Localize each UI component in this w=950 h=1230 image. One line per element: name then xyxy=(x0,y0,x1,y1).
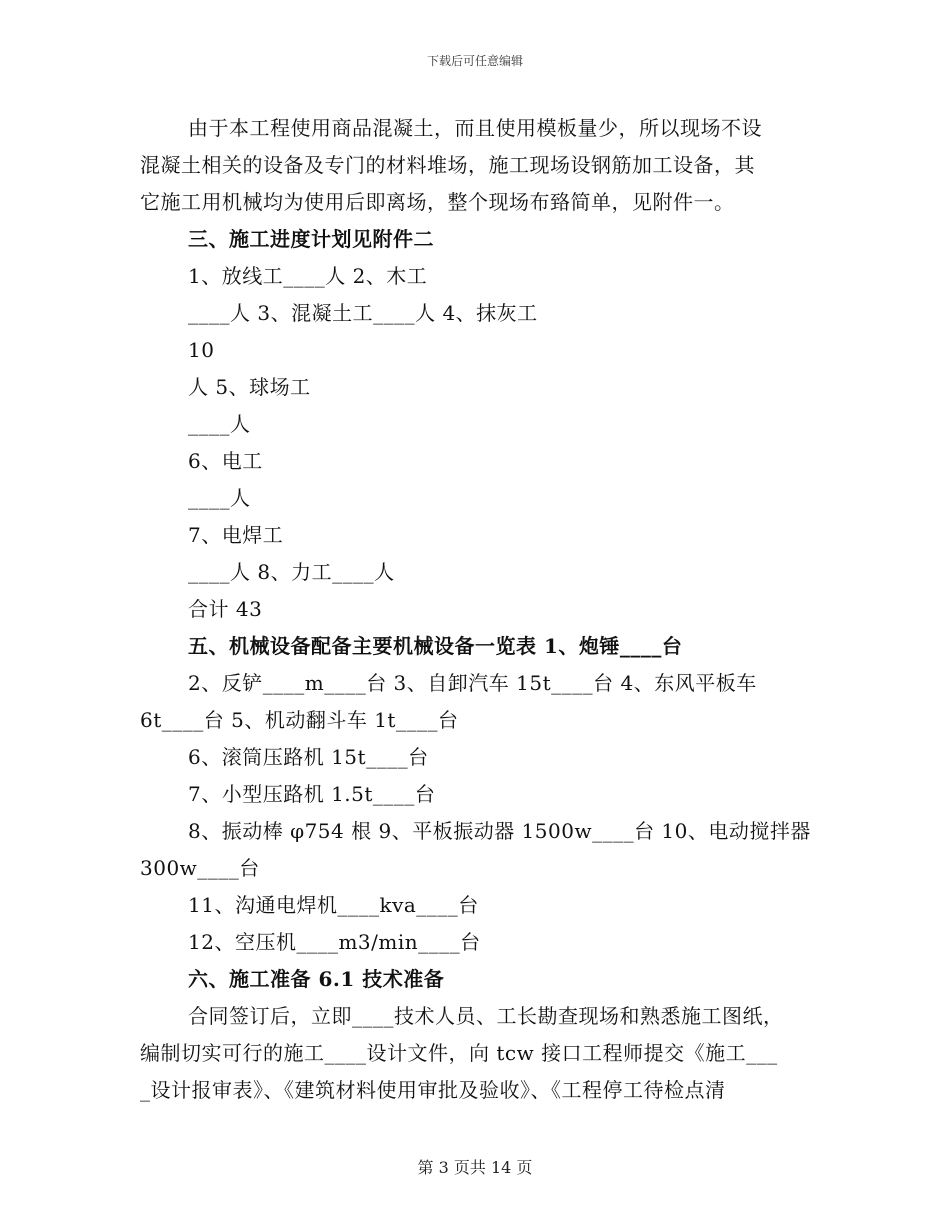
text-line: 6t____台 5、机动翻斗车 1t____台 xyxy=(140,708,459,732)
text-line: ____人 xyxy=(188,412,251,436)
page-footer: 第 3 页共 14 页 xyxy=(417,1158,533,1177)
text-line: 它施工用机械均为使用后即离场，整个现场布臵简单，见附件一。 xyxy=(140,190,735,214)
text-line: 300w____台 xyxy=(140,856,260,880)
text-line: 7、电焊工 xyxy=(188,523,284,547)
section-heading: 三、施工进度计划见附件二 xyxy=(188,227,434,251)
document-body xyxy=(140,110,810,1109)
text-line: 8、振动棒 φ754 根 9、平板振动器 1500w____台 10、电动搅拌器 xyxy=(188,819,811,843)
text-line: 2、反铲____m____台 3、自卸汽车 15t____台 4、东风平板车 xyxy=(188,671,757,695)
text-line: 7、小型压路机 1.5t____台 xyxy=(188,782,436,806)
text-line: 6、电工 xyxy=(188,449,263,473)
text-line: ____人 3、混凝土工____人 4、抹灰工 xyxy=(188,301,538,325)
text-line: 编制切实可行的施工____设计文件，向 tcw 接口工程师提交《施工___ xyxy=(140,1041,778,1065)
text-line: _设计报审表》、《建筑材料使用审批及验收》、《工程停工待检点清 xyxy=(140,1078,726,1102)
text-line: 1、放线工____人 2、木工 xyxy=(188,264,428,288)
text-line: 12、空压机____m3/min____台 xyxy=(188,930,481,954)
text-line: ____人 xyxy=(188,486,251,510)
text-line: 混凝土相关的设备及专门的材料堆场，施工现场设钢筋加工设备，其 xyxy=(140,153,755,177)
text-line: 10 xyxy=(188,338,215,362)
text-line: 由于本工程使用商品混凝土，而且使用模板量少，所以现场不设 xyxy=(188,116,762,140)
text-line: ____人 8、力工____人 xyxy=(188,560,395,584)
text-line: 合计 43 xyxy=(188,597,263,621)
text-line: 6、滚筒压路机 15t____台 xyxy=(188,745,429,769)
page-header: 下载后可任意编辑 xyxy=(426,54,523,68)
text-line: 合同签订后，立即____技术人员、工长勘查现场和熟悉施工图纸， xyxy=(188,1004,784,1028)
section-heading: 六、施工准备 6.1 技术准备 xyxy=(188,967,445,991)
text-line: 11、沟通电焊机____kva____台 xyxy=(188,893,479,917)
section-heading: 五、机械设备配备主要机械设备一览表 1、炮锤____台 xyxy=(188,634,683,658)
text-line: 人 5、球场工 xyxy=(188,375,311,399)
